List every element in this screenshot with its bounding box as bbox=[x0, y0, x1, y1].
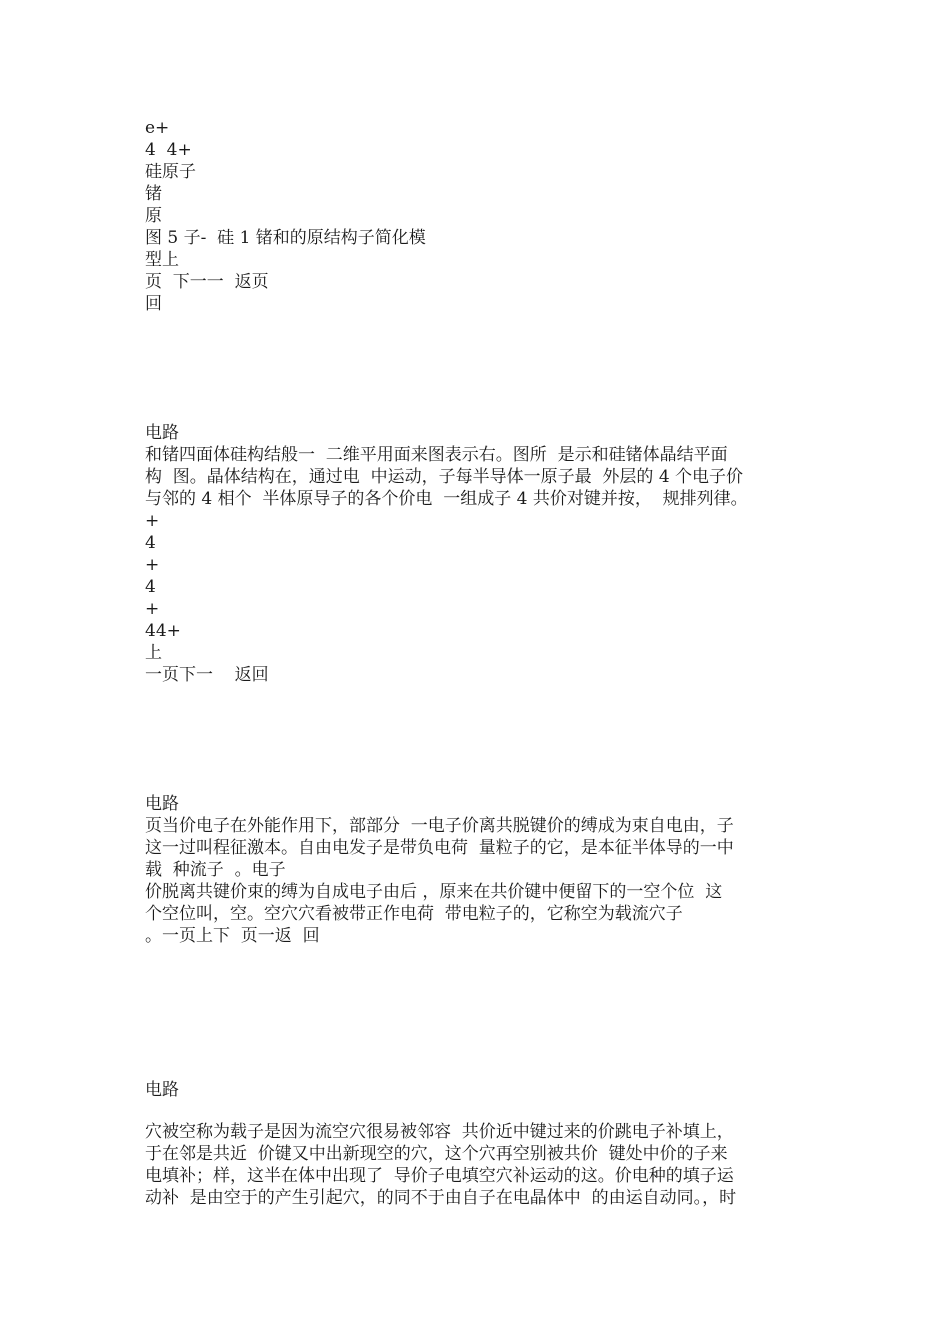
paragraph-line: 电填补；样，这半在体中出现了 导价子电填空穴补运动的这。价电种的填子运 bbox=[145, 1166, 734, 1186]
text-line: + bbox=[145, 511, 160, 531]
text-line: 原 bbox=[145, 206, 162, 226]
section-heading: 电路 bbox=[145, 794, 179, 814]
hole-section-heading-block bbox=[145, 1079, 825, 1101]
nav-text-line: 。一页上下 页一返 回 bbox=[145, 926, 320, 946]
nav-text-line: 一页下一 返回 bbox=[145, 665, 269, 685]
crystal-structure-section bbox=[145, 422, 825, 686]
figure-caption: 图 5 子- 硅 1 锗和的原结构子简化模 bbox=[145, 228, 426, 248]
paragraph-line: 于在邻是共近 价键又中出新现空的穴，这个穴再空别被共价 键处中价的子来 bbox=[145, 1144, 728, 1164]
section-heading: 电路 bbox=[145, 1080, 179, 1100]
paragraph-line: 页当价电子在外能作用下，部部分 一电子价离共脱键价的缚成为束自电由，子 bbox=[145, 816, 734, 836]
text-line: + bbox=[145, 599, 160, 619]
nav-text-line: 页 下一一 返页 bbox=[145, 272, 269, 292]
paragraph-line: 和锗四面体硅构结般一 二维平用面来图表示右。图所 是示和硅锗体晶结平面 bbox=[145, 445, 728, 465]
paragraph-line: 载 种流子 。电子 bbox=[145, 860, 286, 880]
paragraph-line: 这一过叫程征激本。自由电发子是带负电荷 量粒子的它，是本征半体导的一中 bbox=[145, 838, 734, 858]
paragraph-line: 穴被空称为载子是因为流空穴很易被邻容 共价近中键过来的价跳电子补填上， bbox=[145, 1122, 734, 1142]
text-line: 4 bbox=[145, 577, 156, 597]
text-line: 型上 bbox=[145, 250, 179, 270]
text-line: 回 bbox=[145, 294, 162, 314]
hole-section-body bbox=[145, 1121, 825, 1209]
paragraph-line: 价脱离共键价束的缚为自成电子由后 ，原来在共价键中便留下的一空个位 这 bbox=[145, 882, 723, 902]
text-line: 44+ bbox=[145, 621, 181, 641]
figure-caption-section bbox=[145, 117, 825, 315]
paragraph-line: 动补 是由空于的产生引起穴，的同不于由自子在电晶体中 的由运自动同。，时 bbox=[145, 1188, 737, 1208]
text-line: 锗 bbox=[145, 184, 162, 204]
free-electron-section bbox=[145, 793, 825, 947]
text-line: + bbox=[145, 555, 160, 575]
paragraph-line: 构 图。晶体结构在，通过电 中运动，子每半导体一原子最 外层的 4 个电子价 bbox=[145, 467, 744, 487]
section-heading: 电路 bbox=[145, 423, 179, 443]
text-line: 硅原子 bbox=[145, 162, 196, 182]
paragraph-line: 与邻的 4 相个 半体原导子的各个价电 一组成子 4 共价对键并按， 规排列律。 bbox=[145, 489, 748, 509]
text-line: e+ bbox=[145, 118, 170, 138]
paragraph-line: 个空位叫，空。空穴穴看被带正作电荷 带电粒子的，它称空为载流穴子 bbox=[145, 904, 683, 924]
text-line: 上 bbox=[145, 643, 162, 663]
text-line: 4 bbox=[145, 533, 156, 553]
text-line: 4 4+ bbox=[145, 140, 192, 160]
